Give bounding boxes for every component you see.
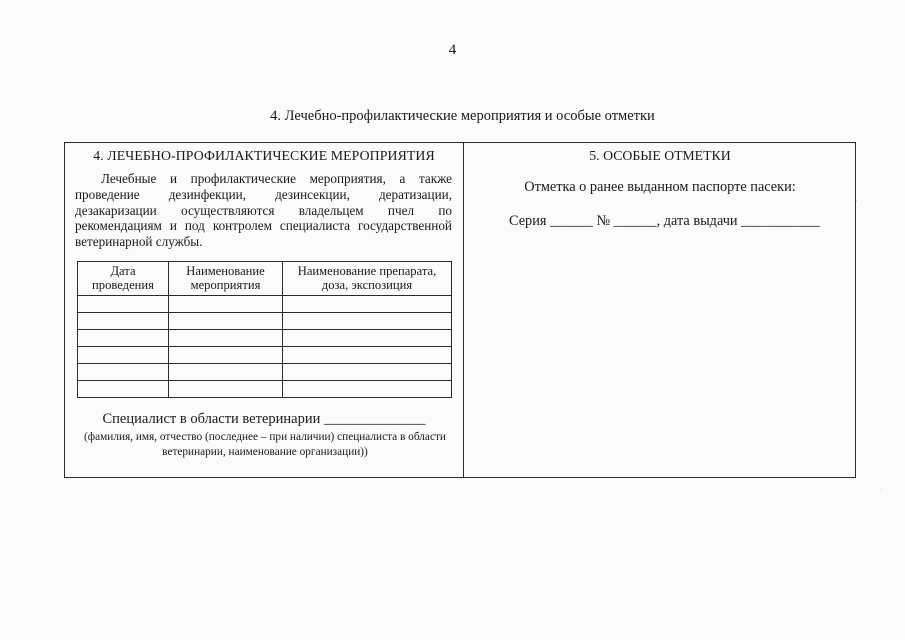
- table-cell[interactable]: [283, 313, 452, 330]
- scan-speck: ·: [855, 196, 858, 206]
- table-cell[interactable]: [78, 313, 169, 330]
- previous-passport-label: Отметка о ранее выданном паспорте пасеки:: [524, 179, 796, 195]
- treatment-heading: 4. ЛЕЧЕБНО-ПРОФИЛАКТИЧЕСКИЕ МЕРОПРИЯТИЯ: [93, 148, 435, 163]
- table-row: [78, 364, 452, 381]
- header-preparation: Наименование препарата, доза, экспозиция: [283, 262, 452, 296]
- table-cell[interactable]: [169, 381, 283, 398]
- table-row: [78, 330, 452, 347]
- table-cell[interactable]: [283, 347, 452, 364]
- table-cell[interactable]: [169, 330, 283, 347]
- passport-details-line[interactable]: Серия ______ № ______, дата выдачи ___________: [509, 213, 820, 229]
- table-cell[interactable]: [283, 364, 452, 381]
- table-cell[interactable]: [78, 330, 169, 347]
- header-event-name: Наименование мероприятия: [169, 262, 283, 296]
- treatment-table: [77, 261, 452, 398]
- treatment-intro: [75, 171, 452, 250]
- table-row: [78, 381, 452, 398]
- table-row: [78, 296, 452, 313]
- table-cell[interactable]: [169, 364, 283, 381]
- table-cell[interactable]: [78, 347, 169, 364]
- table-cell[interactable]: [283, 296, 452, 313]
- form-frame: [64, 142, 856, 478]
- table-header-row: [78, 262, 452, 296]
- header-date: Дата проведения: [78, 262, 169, 296]
- section-title: 4. Лечебно-профилактические мероприятия и особые отметки: [270, 108, 655, 124]
- specialist-signature-line[interactable]: Специалист в области ветеринарии ______________: [102, 411, 426, 427]
- table-cell[interactable]: [78, 296, 169, 313]
- page-number: 4: [448, 42, 457, 58]
- table-cell[interactable]: [169, 347, 283, 364]
- table-cell[interactable]: [283, 330, 452, 347]
- treatment-intro-text: Лечебные и профилактические мероприятия, а также проведение дезинфекции, дезинсекции, дератизации, дезакаризации осуществляются владельцем пчел по рекомендациям и под контролем специалиста государственной ветеринарной службы.: [75, 171, 452, 250]
- table-cell[interactable]: [78, 381, 169, 398]
- special-notes-heading: 5. ОСОБЫЕ ОТМЕТКИ: [589, 148, 731, 163]
- table-row: [78, 313, 452, 330]
- scan-speck: ·: [880, 485, 883, 495]
- table-row: [78, 347, 452, 364]
- table-cell[interactable]: [169, 313, 283, 330]
- specialist-note: (фамилия, имя, отчество (последнее – при наличии) специалиста в области ветеринарии, наименование организации)): [84, 431, 446, 458]
- table-cell[interactable]: [169, 296, 283, 313]
- table-cell[interactable]: [283, 381, 452, 398]
- table-cell[interactable]: [78, 364, 169, 381]
